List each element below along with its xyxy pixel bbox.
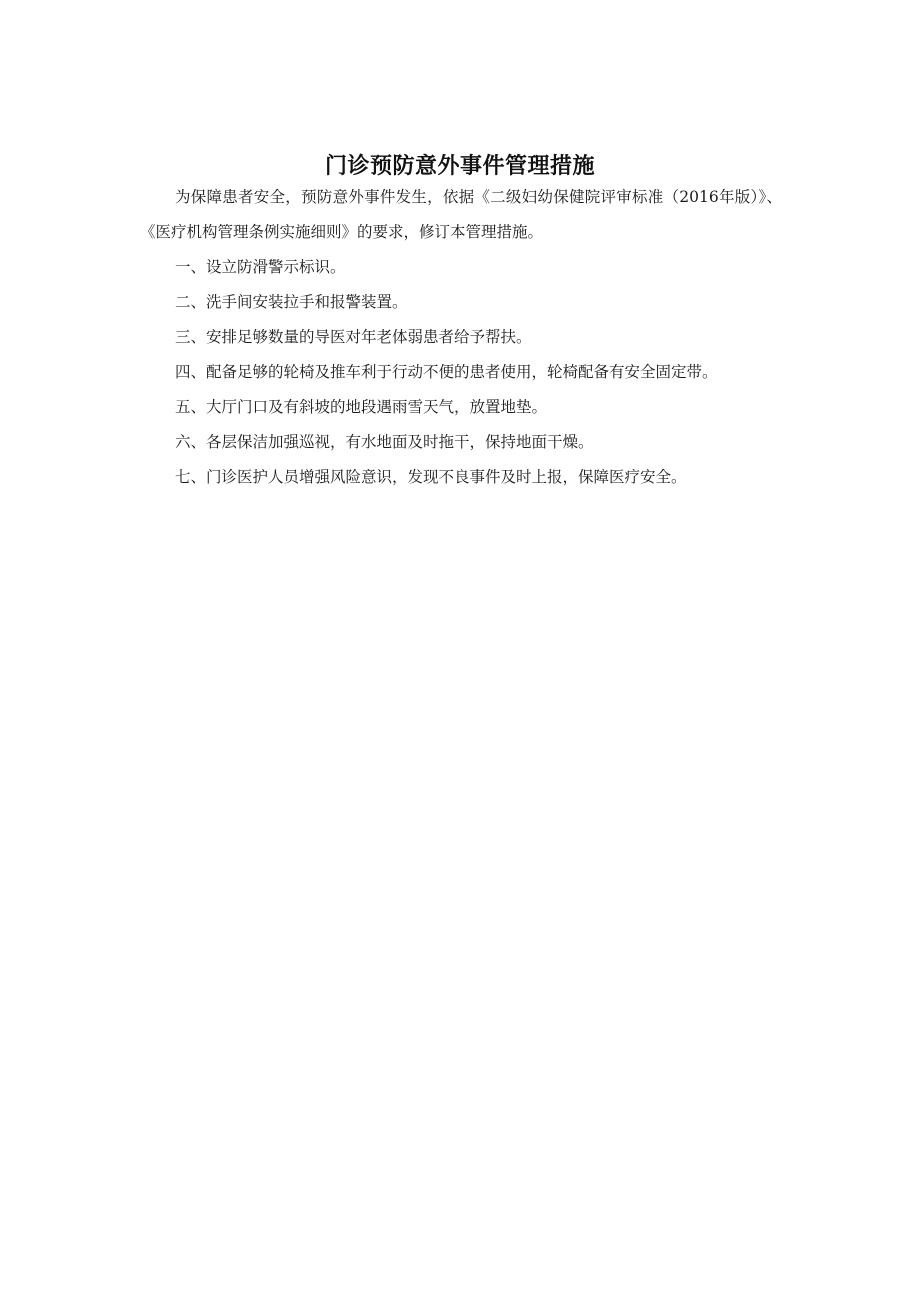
intro-paragraph: 为保障患者安全，预防意外事件发生，依据《二级妇幼保健院评审标准（2016年版）》、《医疗机构管理条例实施细则》的要求，修订本管理措施。 [140, 188, 782, 241]
document-body [140, 180, 782, 495]
measure-item: 七、门诊医护人员增强风险意识，发现不良事件及时上报，保障医疗安全。 [175, 468, 687, 486]
measures-list [140, 250, 782, 495]
document-title: 门诊预防意外事件管理措施 [324, 153, 595, 179]
measure-item: 三、安排足够数量的导医对年老体弱患者给予帮扶。 [175, 328, 532, 346]
measure-item: 二、洗手间安装拉手和报警装置。 [175, 293, 408, 311]
measure-item: 四、配备足够的轮椅及推车利于行动不便的患者使用，轮椅配备有安全固定带。 [175, 363, 718, 381]
measure-item: 六、各层保洁加强巡视，有水地面及时拖干，保持地面干燥。 [175, 433, 594, 451]
measure-item: 一、设立防滑警示标识。 [175, 258, 346, 276]
measure-item: 五、大厅门口及有斜坡的地段遇雨雪天气，放置地垫。 [175, 398, 548, 416]
